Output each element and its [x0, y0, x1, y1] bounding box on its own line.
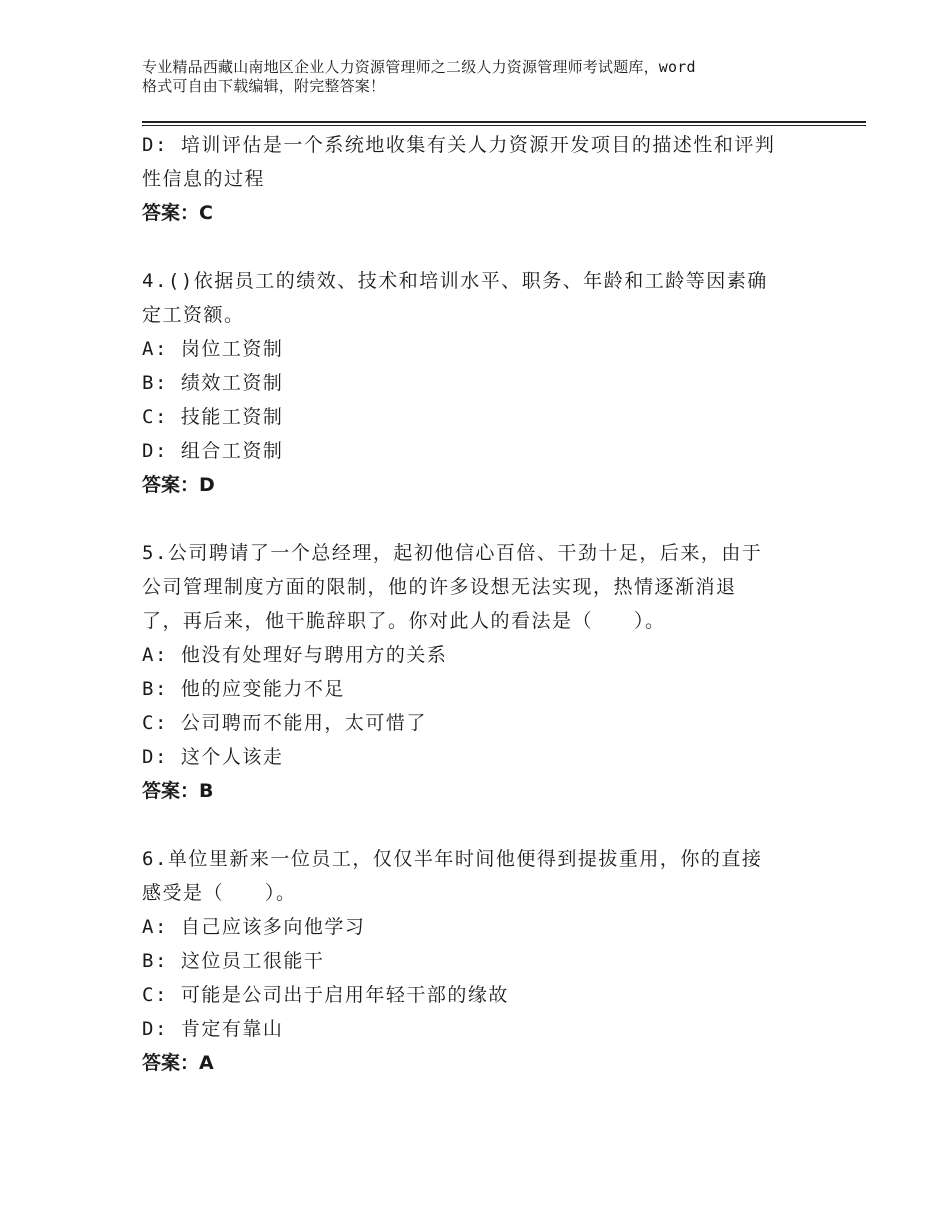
- answer-label: 答案：A: [142, 1052, 214, 1074]
- header-divider-thin: [142, 125, 866, 126]
- header-title-line-1: 专业精品西藏山南地区企业人力资源管理师之二级人力资源管理师考试题库，word: [142, 58, 696, 76]
- document-body: [142, 128, 822, 1080]
- question-block-5: [142, 536, 822, 808]
- option-b: B: 他的应变能力不足: [142, 678, 345, 700]
- spacer: [142, 808, 822, 842]
- answer-label: 答案：B: [142, 780, 214, 802]
- option-d: D: 这个人该走: [142, 746, 284, 768]
- header-title-line-2: 格式可自由下载编辑，附完整答案！: [142, 77, 386, 95]
- question-stem: 5.公司聘请了一个总经理，起初他信心百倍、干劲十足，后来，由于: [142, 542, 763, 564]
- question-block-3: [142, 128, 822, 230]
- option-d: D: 肯定有靠山: [142, 1018, 284, 1040]
- question-stem: 6.单位里新来一位员工，仅仅半年时间他便得到提拔重用，你的直接: [142, 848, 763, 870]
- question-stem-continuation: 定工资额。: [142, 304, 245, 326]
- header-divider-thick: [142, 121, 866, 123]
- option-d-continuation: 性信息的过程: [142, 168, 266, 190]
- option-d: D: 组合工资制: [142, 440, 284, 462]
- answer-label: 答案：D: [142, 474, 215, 496]
- option-b: B: 这位员工很能干: [142, 950, 325, 972]
- spacer: [142, 230, 822, 264]
- spacer: [142, 502, 822, 536]
- question-block-6: [142, 842, 822, 1080]
- option-a: A: 他没有处理好与聘用方的关系: [142, 644, 448, 666]
- question-block-4: [142, 264, 822, 502]
- option-c: C: 技能工资制: [142, 406, 284, 428]
- question-stem-continuation: 感受是（ ）。: [142, 882, 297, 904]
- option-a: A: 岗位工资制: [142, 338, 284, 360]
- question-stem-continuation: 公司管理制度方面的限制，他的许多设想无法实现，热情逐渐消退: [142, 576, 737, 598]
- option-c: C: 公司聘而不能用，太可惜了: [142, 712, 427, 734]
- option-d: D: 培训评估是一个系统地收集有关人力资源开发项目的描述性和评判: [142, 134, 776, 156]
- question-stem-continuation: 了，再后来，他干脆辞职了。你对此人的看法是（ ）。: [142, 610, 666, 632]
- option-b: B: 绩效工资制: [142, 372, 284, 394]
- page-header: [142, 58, 842, 96]
- option-c: C: 可能是公司出于启用年轻干部的缘故: [142, 984, 509, 1006]
- option-a: A: 自己应该多向他学习: [142, 916, 366, 938]
- answer-label: 答案：C: [142, 202, 213, 224]
- question-stem: 4.()依据员工的绩效、技术和培训水平、职务、年龄和工龄等因素确: [142, 270, 768, 292]
